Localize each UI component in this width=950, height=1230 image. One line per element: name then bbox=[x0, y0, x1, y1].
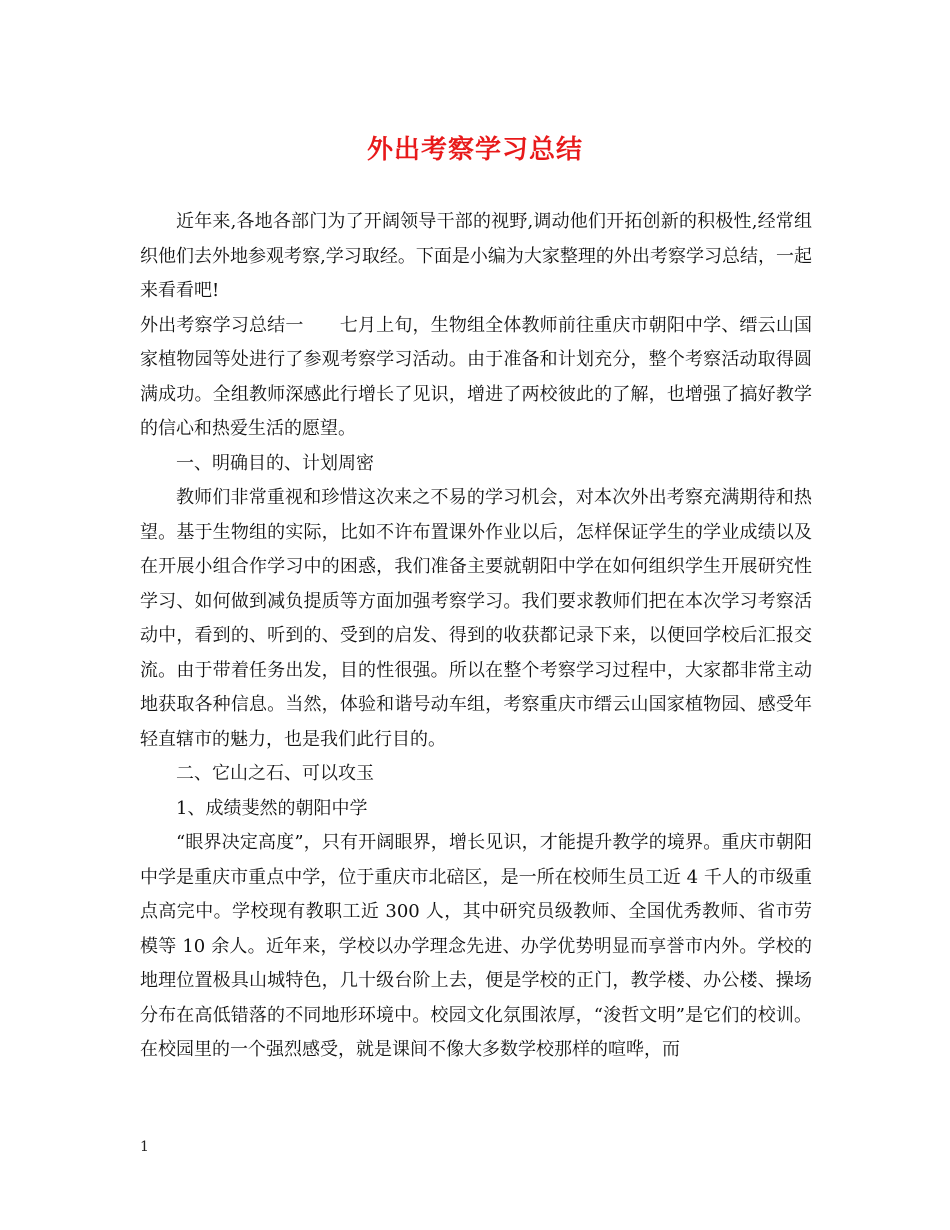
document-body bbox=[140, 205, 812, 1068]
paragraph-section-1: 教师们非常重视和珍惜这次来之不易的学习机会，对本次外出考察充满期待和热望。基于生物组的实际，比如不许布置课外作业以后，怎样保证学生的学业成绩以及在开展小组合作学习中的困惑，我们准备主要就朝阳中学在如何组织学生开展研究性学习、如何做到减负提质等方面加强考察学习。我们要求教师们把在本次学习考察活动中，看到的、听到的、受到的启发、得到的收获都记录下来，以便回学校后汇报交流。由于带着任务出发，目的性很强。所以在整个考察学习过程中，大家都非常主动地获取各种信息。当然，体验和谐号动车组，考察重庆市缙云山国家植物园、感受年轻直辖市的魅力，也是我们此行目的。 bbox=[140, 487, 812, 750]
section-heading-2: 二、它山之石、可以攻玉 bbox=[176, 763, 374, 784]
document-title: 外出考察学习总结 bbox=[366, 135, 583, 165]
section-heading-1: 一、明确目的、计划周密 bbox=[176, 452, 374, 474]
paragraph-summary-one: 外出考察学习总结一 七月上旬，生物组全体教师前往重庆市朝阳中学、缙云山国家植物园等处进行了参观考察学习活动。由于准备和计划充分，整个考察活动取得圆满成功。全组教师深感此行增长了见识，增进了两校彼此的了解，也增强了搞好教学的信心和热爱生活的愿望。 bbox=[140, 314, 812, 439]
page-number: 1 bbox=[140, 1139, 149, 1155]
subsection-heading-1: 1、成绩斐然的朝阳中学 bbox=[176, 797, 368, 819]
paragraph-chaoyang-school: “眼界决定高度”，只有开阔眼界，增长见识，才能提升教学的境界。重庆市朝阳中学是重庆市重点中学，位于重庆市北碚区，是一所在校师生员工近 4 千人的市级重点高完中。学校现有教职工近 300 人，其中研究员级教师、全国优秀教师、省市劳模等 10 余人。近年来，学校以办学理念先进、办学优势明显而享誉市内外。学校的地理位置极具山城特色，几十级台阶上去，便是学校的正门，教学楼、办公楼、操场分布在高低错落的不同地形环境中。校园文化氛围浓厚，“浚哲文明”是它们的校训。在校园里的一个强烈感受，就是课间不像大多数学校那样的喧哗，而 bbox=[140, 832, 812, 1060]
paragraph-intro: 近年来,各地各部门为了开阔领导干部的视野,调动他们开拓创新的积极性,经常组织他们去外地参观考察,学习取经。下面是小编为大家整理的外出考察学习总结，一起来看看吧! bbox=[140, 211, 812, 301]
